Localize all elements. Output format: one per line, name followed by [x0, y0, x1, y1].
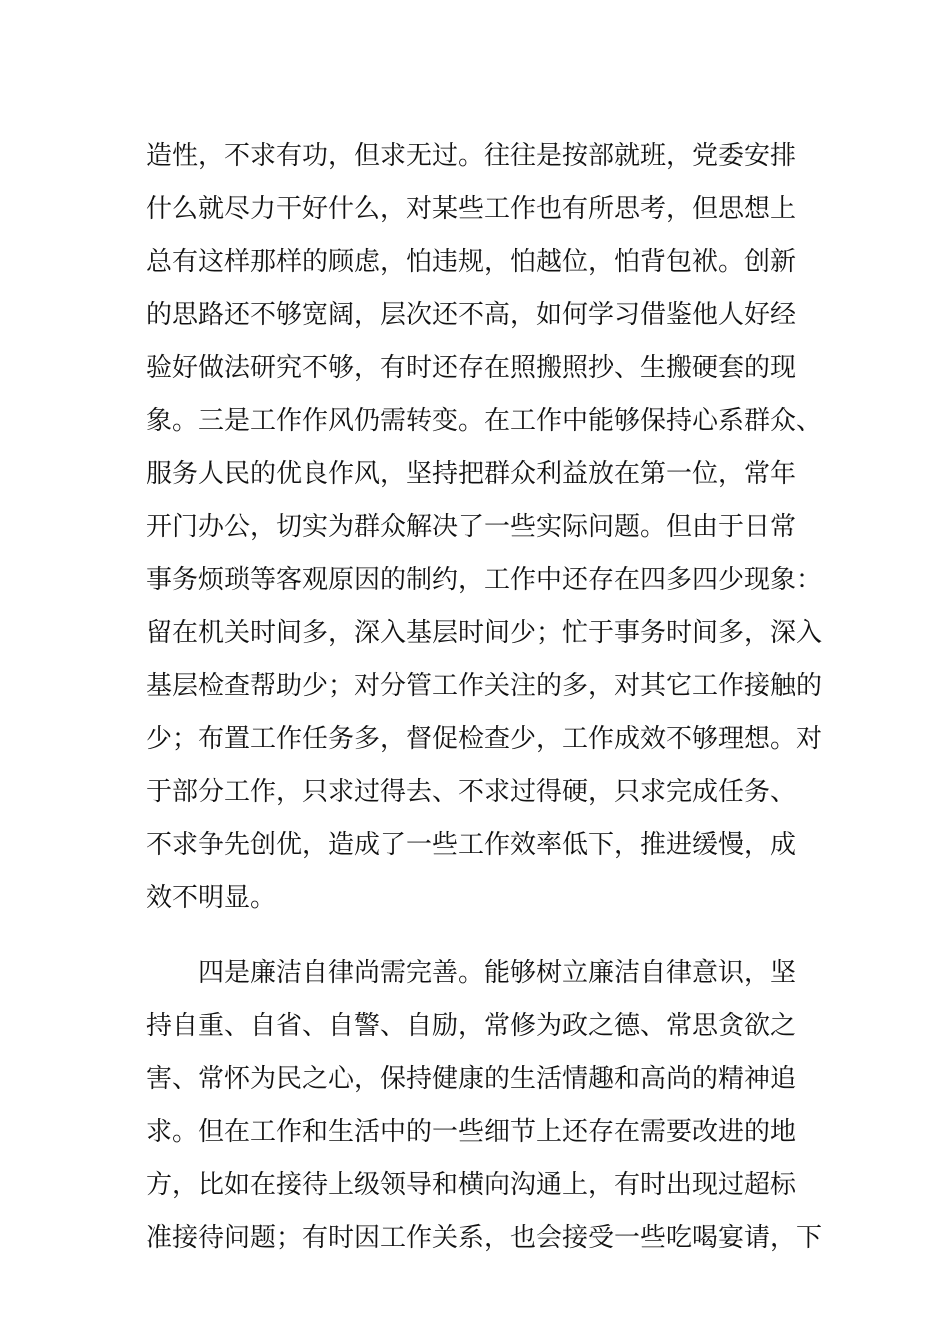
- text-line: 开门办公，切实为群众解决了一些实际问题。但由于日常: [146, 512, 797, 542]
- text-line: 害、常怀为民之心，保持健康的生活情趣和高尚的精神追: [146, 1064, 797, 1094]
- text-line: 总有这样那样的顾虑，怕违规，怕越位，怕背包袱。创新: [146, 247, 797, 277]
- paragraph-2: [146, 947, 823, 1265]
- text-line: 四是廉洁自律尚需完善。能够树立廉洁自律意识，坚: [146, 958, 797, 988]
- text-line: 象。三是工作作风仍需转变。在工作中能够保持心系群众、: [146, 406, 823, 436]
- text-line: 于部分工作，只求过得去、不求过得硬，只求完成任务、: [146, 777, 797, 807]
- text-line: 持自重、自省、自警、自励，常修为政之德、常思贪欲之: [146, 1011, 797, 1041]
- text-line: 验好做法研究不够，有时还存在照搬照抄、生搬硬套的现: [146, 353, 797, 383]
- text-line: 方，比如在接待上级领导和横向沟通上，有时出现过超标: [146, 1170, 797, 1200]
- document-body: [146, 130, 823, 1265]
- text-line: 的思路还不够宽阔，层次还不高，如何学习借鉴他人好经: [146, 300, 797, 330]
- text-line: 事务烦琐等客观原因的制约，工作中还存在四多四少现象：: [146, 565, 823, 595]
- text-line: 准接待问题；有时因工作关系，也会接受一些吃喝宴请，下: [146, 1223, 823, 1253]
- paragraph-1: [146, 130, 823, 925]
- text-line: 不求争先创优，造成了一些工作效率低下，推进缓慢，成: [146, 830, 797, 860]
- text-line: 造性，不求有功，但求无过。往往是按部就班，党委安排: [146, 141, 797, 171]
- text-line: 服务人民的优良作风，坚持把群众利益放在第一位，常年: [146, 459, 797, 489]
- text-line: 什么就尽力干好什么，对某些工作也有所思考，但思想上: [146, 194, 797, 224]
- text-line: 少；布置工作任务多，督促检查少，工作成效不够理想。对: [146, 724, 823, 754]
- text-line: 效不明显。: [146, 883, 277, 913]
- paragraph-spacer: [146, 925, 806, 947]
- text-line: 基层检查帮助少；对分管工作关注的多，对其它工作接触的: [146, 671, 823, 701]
- text-line: 求。但在工作和生活中的一些细节上还存在需要改进的地: [146, 1117, 797, 1147]
- text-line: 留在机关时间多，深入基层时间少；忙于事务时间多，深入: [146, 618, 823, 648]
